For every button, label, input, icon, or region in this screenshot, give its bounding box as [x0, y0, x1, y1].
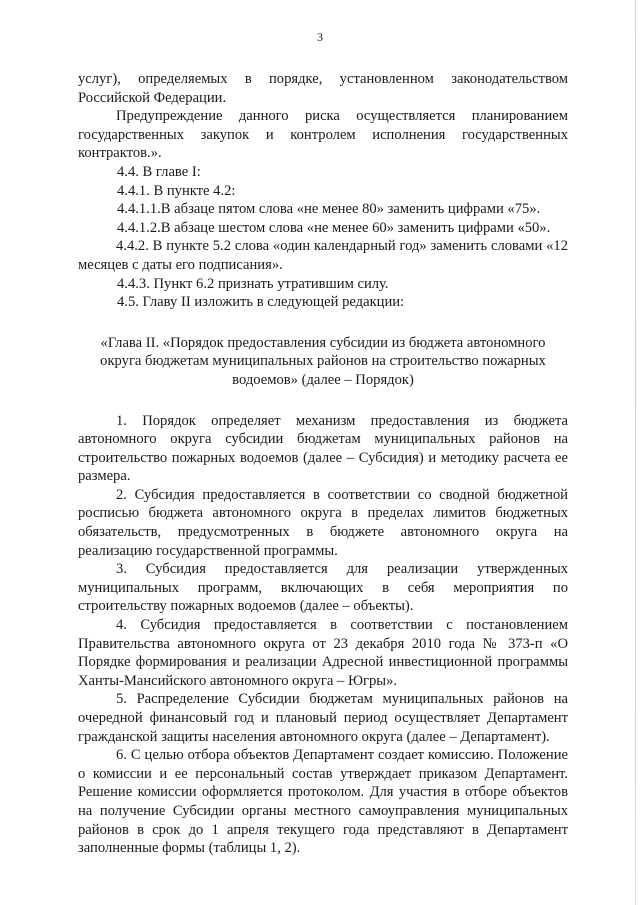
chapter-heading: «Глава II. «Порядок предоставления субсидии из бюджета автономного округа бюджетам муниципальных районов на строительство пожарных водоемов» (далее – Порядок): [100, 334, 546, 388]
item-4-4-1: 4.4.1. В пункте 4.2:: [117, 182, 236, 199]
page-number: 3: [317, 30, 323, 44]
item-4-4-1-1: 4.4.1.1.В абзаце пятом слова «не менее 80» заменить цифрами «75».: [117, 201, 541, 218]
paragraph-5: 5. Распределение Субсидии бюджетам муниципальных районов на очередной финансовый год и плановый период осуществляет Департамент гражданской защиты населения автономного округа (далее – Департамент).: [78, 691, 568, 745]
item-4-4-2: 4.4.2. В пункте 5.2 слова «один календарный год» заменить словами «12 месяцев с даты его подписания».: [78, 238, 568, 273]
paragraph-3: 3. Субсидия предоставляется для реализации утвержденных муниципальных программ, включающих в себя мероприятия по строительству пожарных водоемов (далее – объекты).: [78, 561, 568, 615]
item-4-4-1-2: 4.4.1.2.В абзаце шестом слова «не менее 60» заменить цифрами «50».: [117, 219, 551, 236]
scan-edge-line: [635, 0, 636, 905]
paragraph-risk-prevention: Предупреждение данного риска осуществляется планированием государственных закупок и контролем исполнения государственных контрактов.».: [78, 108, 568, 162]
paragraph-6: 6. С целью отбора объектов Департамент создает комиссию. Положение о комиссии и ее персональный состав утверждает приказом Департамент. Решение комиссии оформляется протоколом. Для участия в отборе объектов на получение Субсидии органы местного самоуправления муниципальных районов в срок до 1 апреля текущего года представляют в Департамент заполненные формы (таблицы 1, 2).: [78, 747, 568, 857]
paragraph-continuation: услуг), определяемых в порядке, установленном законодательством Российской Федерации.: [78, 71, 568, 106]
paragraph-2: 2. Субсидия предоставляется в соответствии со сводной бюджетной росписью бюджета автономного округа в пределах лимитов бюджетных обязательств, предусмотренных в бюджете автономного округа на реализацию государственной программы.: [78, 486, 568, 559]
item-4-4-3: 4.4.3. Пункт 6.2 признать утратившим силу.: [117, 275, 389, 292]
paragraph-1: 1. Порядок определяет механизм предоставления из бюджета автономного округа субсидии бюджетам муниципальных районов на строительство пожарных водоемов (далее – Субсидия) и методику расчета ее размера.: [78, 412, 568, 485]
document-body: [78, 70, 568, 858]
item-4-5: 4.5. Главу II изложить в следующей редакции:: [117, 294, 405, 311]
paragraph-4: 4. Субсидия предоставляется в соответствии с постановлением Правительства автономного округа от 23 декабря 2010 года № 373-п «О Порядке формирования и реализации Адресной инвестиционной программы Ханты-Мансийского автономного округа – Югры».: [78, 617, 568, 689]
item-4-4: 4.4. В главе I:: [117, 163, 201, 180]
